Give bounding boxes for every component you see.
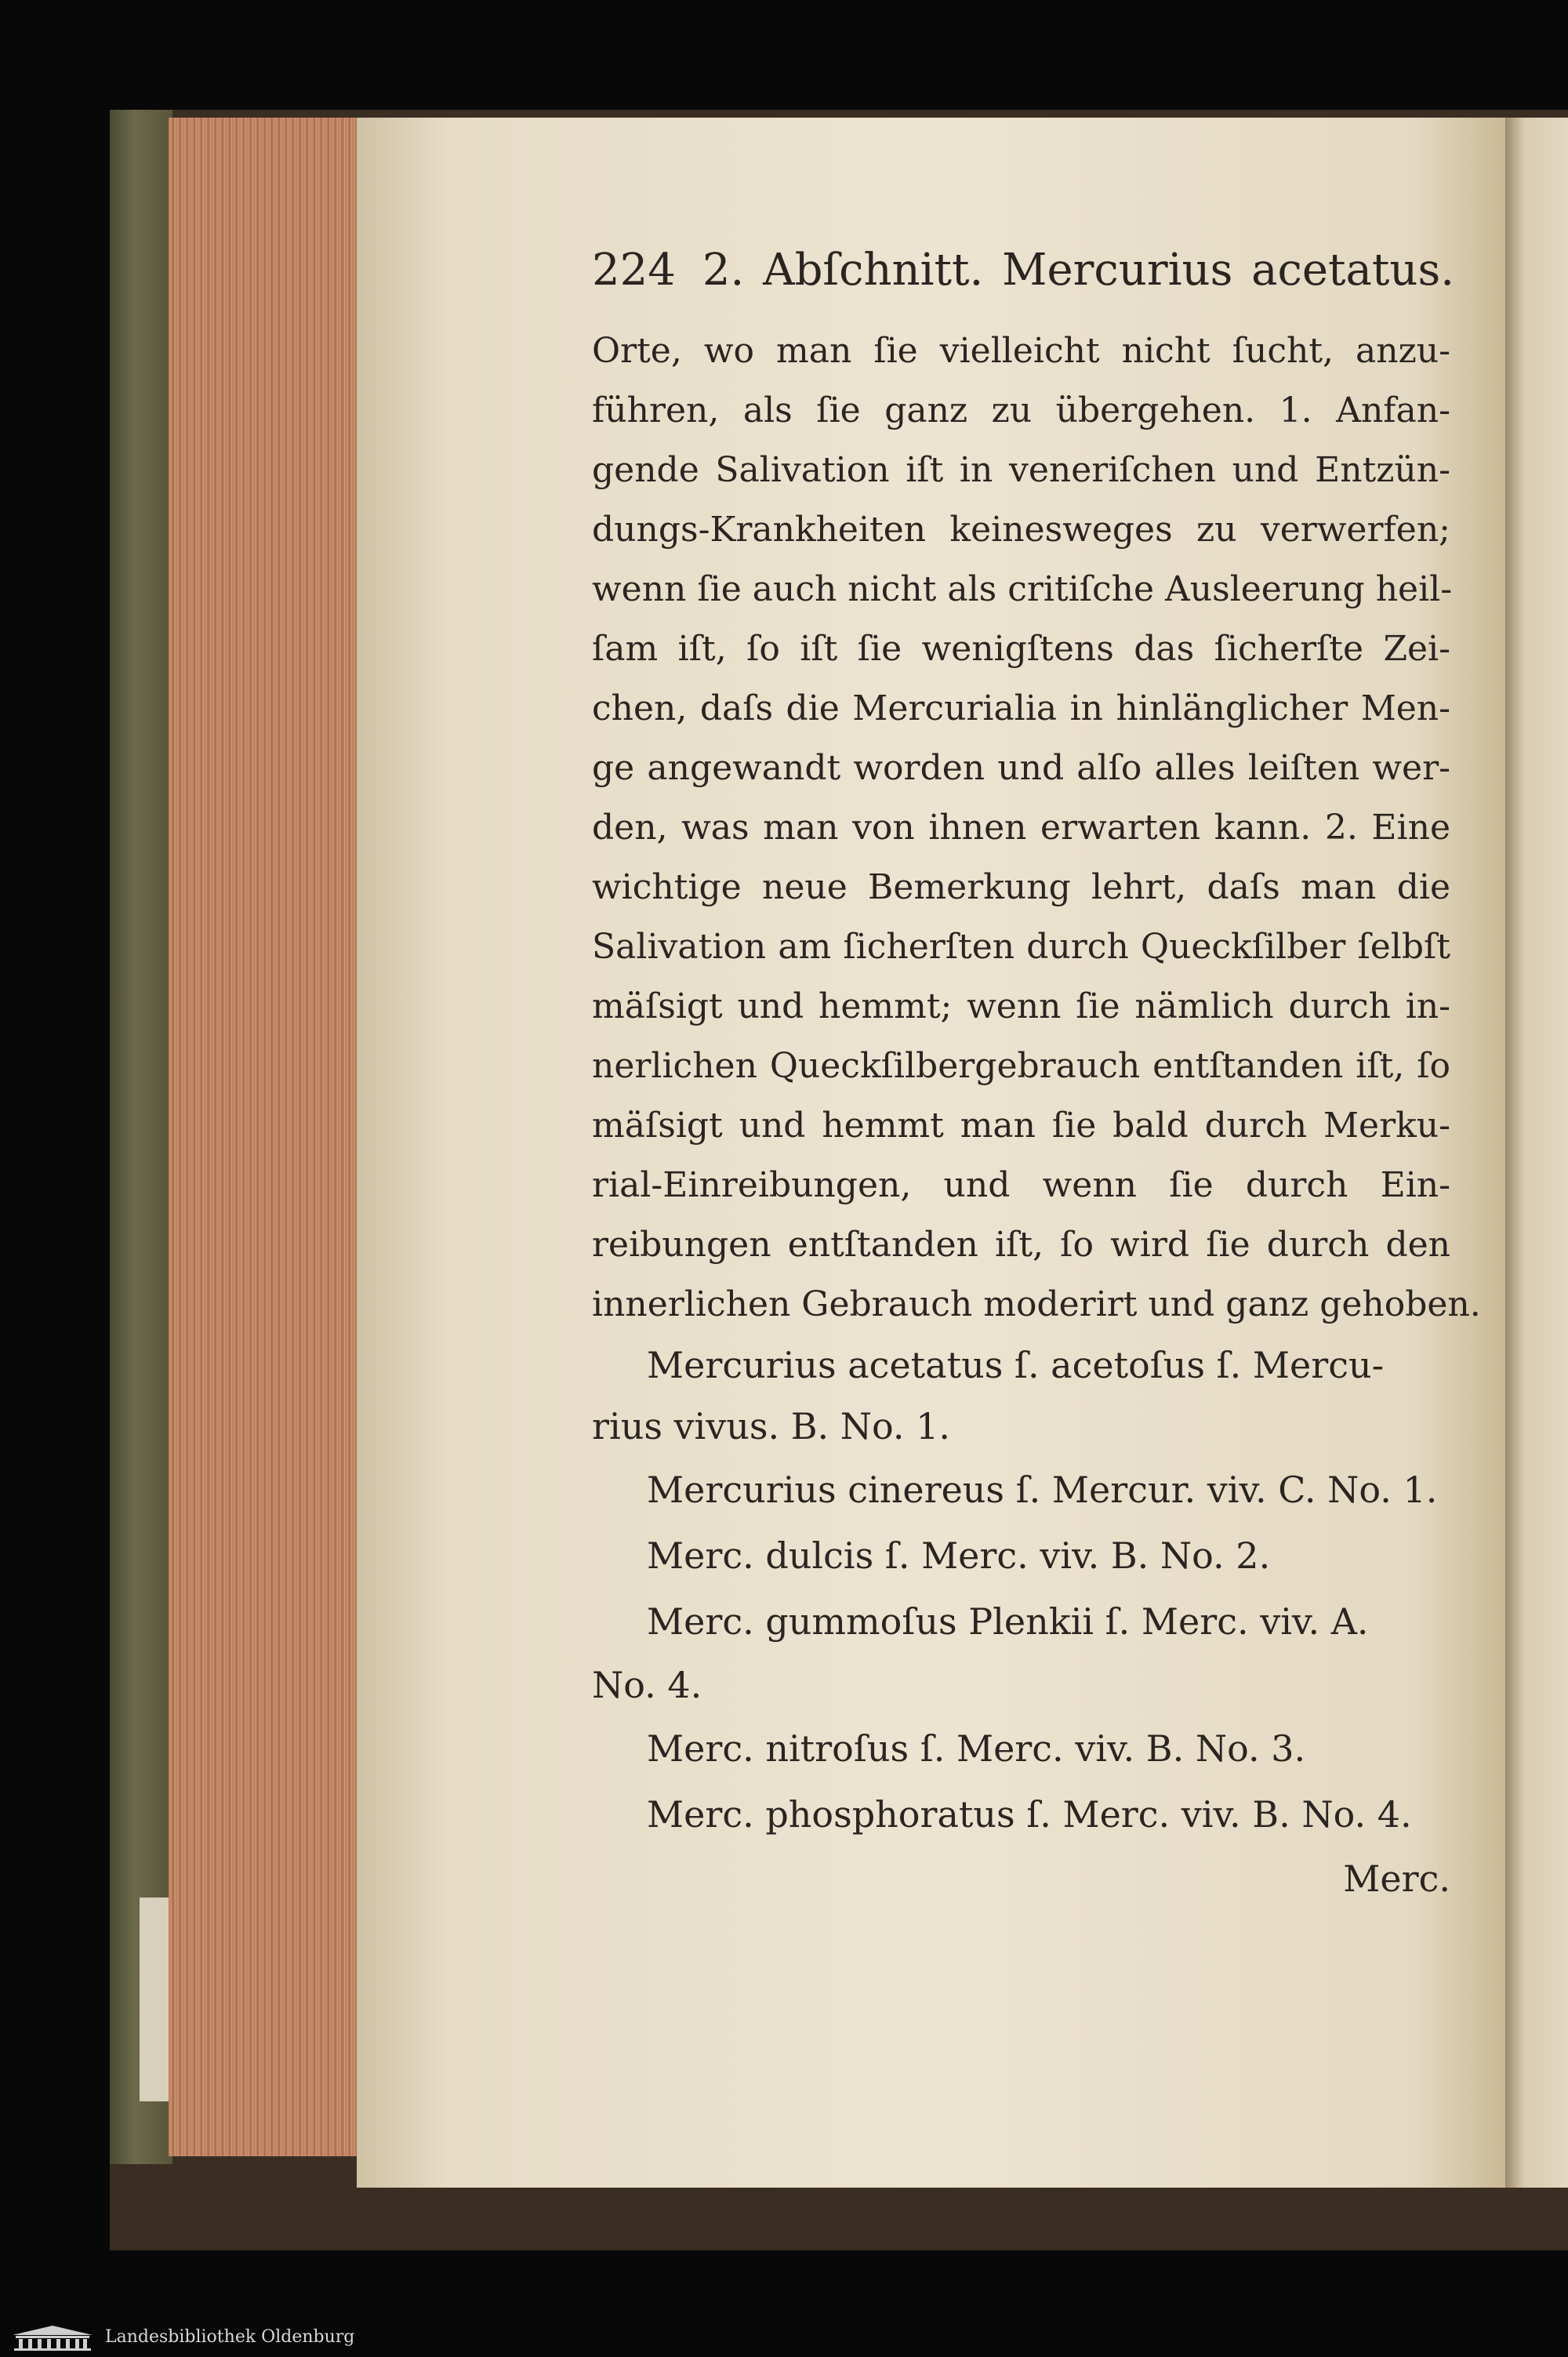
text-line: innerlichen Gebrauch moderirt und ganz gehoben. bbox=[592, 1284, 1481, 1324]
text-line: ge angewandt worden und alſo alles leiſten wer- bbox=[592, 748, 1450, 788]
text-line: mäſsigt und hemmt; wenn ſie nämlich durch in- bbox=[592, 986, 1450, 1026]
text-line: Orte, wo man ſie vielleicht nicht ſucht, anzu- bbox=[592, 331, 1450, 371]
text-line: ſam iſt, ſo iſt ſie wenigſtens das ſicherſte Zei- bbox=[592, 629, 1450, 669]
running-head-title: 2. Abſchnitt. Mercurius acetatus. bbox=[702, 245, 1455, 296]
library-name: Landesbibliothek Oldenburg bbox=[105, 2327, 355, 2347]
text-line: gende Salivation iſt in veneriſchen und Entzün- bbox=[592, 450, 1450, 490]
paragraph bbox=[592, 321, 1481, 1335]
text-line: dungs-Krankheiten keinesweges zu verwerfen; bbox=[592, 510, 1450, 550]
page-text bbox=[592, 235, 1481, 1910]
entry-line: Mercurius acetatus ſ. acetoſus ſ. Mercu- bbox=[647, 1344, 1385, 1386]
entry-line: Mercurius cinereus ſ. Mercur. viv. C. No. 1. bbox=[647, 1469, 1438, 1511]
entry-line: Merc. dulcis ſ. Merc. viv. B. No. 2. bbox=[647, 1534, 1271, 1577]
footer-bar bbox=[0, 2318, 1568, 2357]
text-line: wenn ſie auch nicht als critiſche Ausleerung heil- bbox=[592, 569, 1453, 609]
text-line: Salivation am ſicherſten durch Queckſilber ſelbſt bbox=[592, 927, 1450, 967]
text-line: reibungen entſtanden iſt, ſo wird ſie durch den bbox=[592, 1225, 1450, 1265]
page-edges bbox=[169, 118, 365, 2156]
text-line: chen, daſs die Mercurialia in hinlänglicher Men- bbox=[592, 688, 1450, 728]
entry-line: Merc. gummoſus Plenkii ſ. Merc. viv. A. bbox=[647, 1600, 1369, 1643]
text-line: führen, als ſie ganz zu übergehen. 1. Anfan- bbox=[592, 390, 1450, 430]
running-header bbox=[592, 235, 1455, 306]
book-cover-board bbox=[110, 110, 172, 2164]
text-line: nerlichen Queckſilbergebrauch entſtanden iſt, ſo bbox=[592, 1046, 1450, 1086]
spine-label bbox=[140, 1898, 171, 2101]
text-line: den, was man von ihnen erwarten kann. 2. Eine bbox=[592, 808, 1450, 848]
text-line: mäſsigt und hemmt man ſie bald durch Merku- bbox=[592, 1106, 1450, 1146]
entry-line: Merc. phosphoratus ſ. Merc. viv. B. No. 4. bbox=[647, 1793, 1412, 1836]
entry-continuation: No. 4. bbox=[592, 1664, 702, 1706]
catchword: Merc. bbox=[1343, 1858, 1450, 1900]
library-building-icon bbox=[9, 2324, 96, 2351]
text-line: wichtige neue Bemerkung lehrt, daſs man die bbox=[592, 867, 1450, 907]
entry-line: Merc. nitroſus ſ. Merc. viv. B. No. 3. bbox=[647, 1727, 1306, 1770]
text-line: rial-Einreibungen, und wenn ſie durch Ein- bbox=[592, 1165, 1450, 1205]
page-number: 224 bbox=[592, 245, 676, 296]
entry-continuation: rius vivus. B. No. 1. bbox=[592, 1405, 951, 1447]
facing-page-edge bbox=[1505, 118, 1568, 2188]
